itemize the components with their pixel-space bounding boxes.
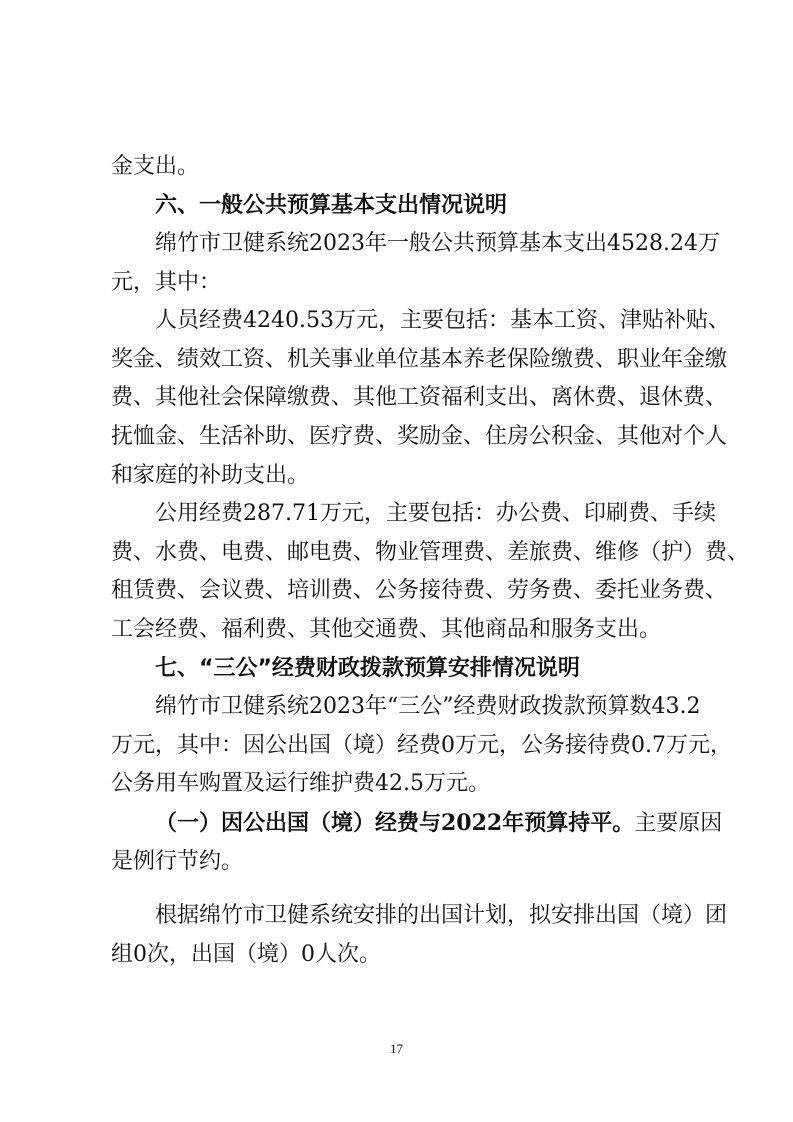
section-heading-7: 七、“三公”经费财政拨款预算安排情况说明	[155, 656, 580, 681]
text-line: 工会经费、福利费、其他交通费、其他商品和服务支出。	[111, 617, 662, 642]
section-heading-6: 六、一般公共预算基本支出情况说明	[155, 193, 508, 218]
text-line: 绵竹市卫健系统2023年“三公”经费财政拨款预算数43.2	[155, 694, 701, 719]
text-span: 主要原因	[634, 811, 723, 836]
text-line: 组0次，出国（境）0人次。	[111, 942, 381, 967]
text-line: 费、其他社会保障缴费、其他工资福利支出、离休费、退休费、	[111, 385, 728, 410]
text-line: 人员经费4240.53万元，主要包括：基本工资、津贴补贴、	[155, 308, 730, 333]
text-line: 和家庭的补助支出。	[111, 463, 310, 488]
text-line: 抚恤金、生活补助、医疗费、奖励金、住房公积金、其他对个人	[111, 424, 728, 449]
text-line: 费、水费、电费、邮电费、物业管理费、差旅费、维修（护）费、	[111, 540, 750, 565]
text-line: 金支出。	[111, 154, 200, 179]
text-line: 公用经费287.71万元，主要包括：办公费、印刷费、手续	[155, 501, 716, 526]
text-line: 元，其中：	[111, 270, 222, 295]
page-number: 17	[390, 1041, 403, 1056]
text-line: 万元，其中：因公出国（境）经费0万元，公务接待费0.7万元，	[111, 733, 732, 758]
text-line: 绵竹市卫健系统2023年一般公共预算基本支出4528.24万	[155, 231, 720, 256]
text-line: 根据绵竹市卫健系统安排的出国计划，拟安排出国（境）团	[155, 903, 728, 928]
text-line: 奖金、绩效工资、机关事业单位基本养老保险缴费、职业年金缴	[111, 347, 728, 372]
bold-subheading: （一）因公出国（境）经费与2022年预算持平。	[155, 810, 635, 836]
text-line: 租赁费、会议费、培训费、公务接待费、劳务费、委托业务费、	[111, 578, 728, 603]
text-line	[155, 808, 723, 838]
text-line: 公务用车购置及运行维护费42.5万元。	[111, 771, 490, 796]
text-line: 是例行节约。	[111, 849, 244, 874]
